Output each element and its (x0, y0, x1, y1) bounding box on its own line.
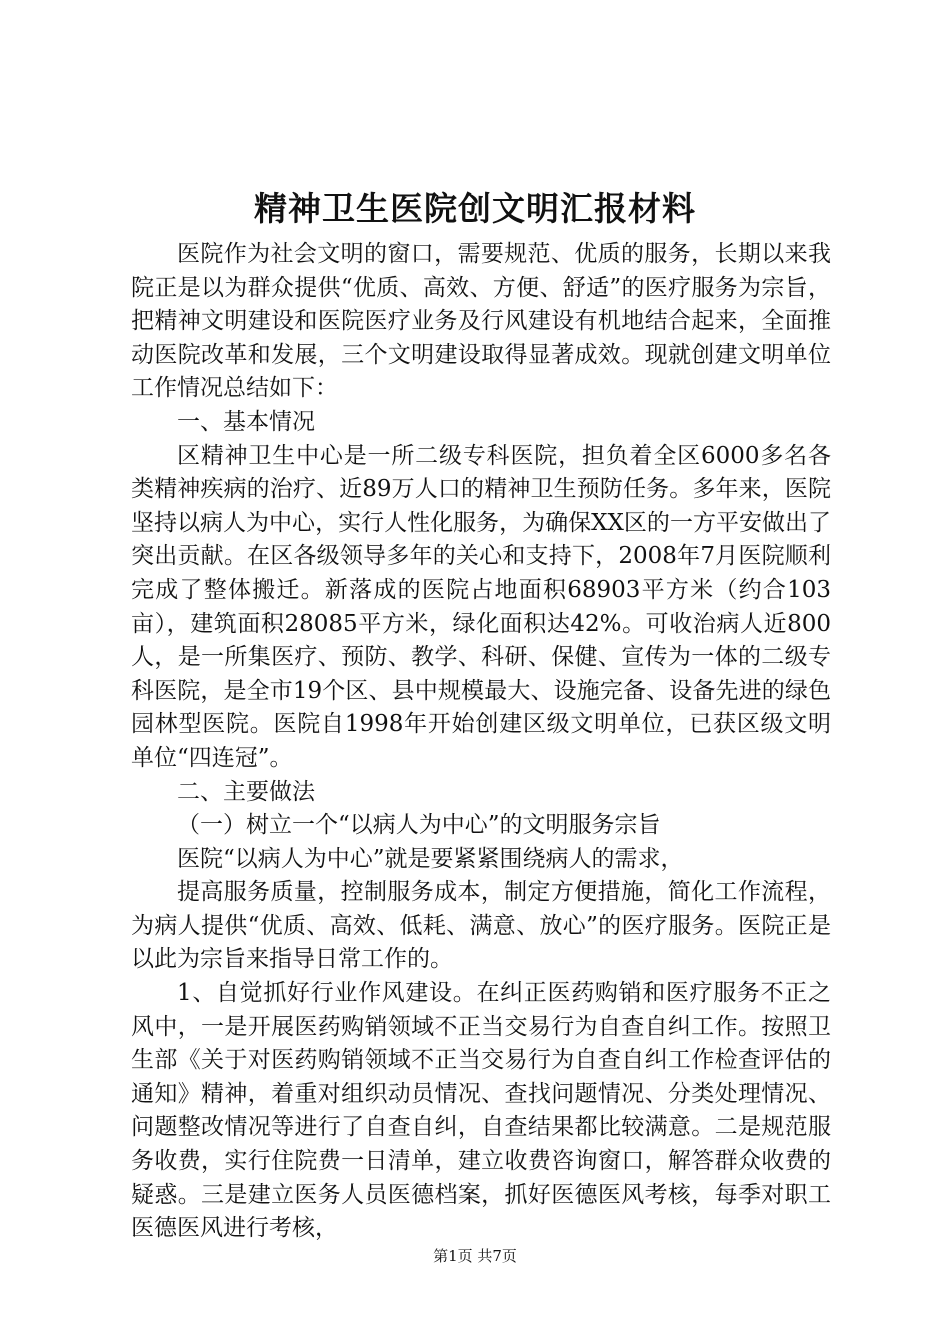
industry-style-paragraph: 1、自觉抓好行业作风建设。在纠正医药购销和医疗服务不正之风中，一是开展医药购销领域不正当交易行为自查自纠工作。按照卫生部《关于对医药购销领域不正当交易行为自查自纠工作检查评估的通知》精神，着重对组织动员情况、查找问题情况、分类处理情况、问题整改情况等进行了自查自纠，自查结果都比较满意。二是规范服务收费，实行住院费一日清单，建立收费咨询窗口，解答群众收费的疑惑。三是建立医务人员医德档案，抓好医德医风考核，每季对职工医德医风进行考核， (131, 980, 831, 1242)
patient-centered-paragraph: 医院“以病人为中心”就是要紧紧围绕病人的需求， (177, 845, 684, 872)
basic-info-paragraph: 区精神卫生中心是一所二级专科医院，担负着全区6000多名各类精神疾病的治疗、近89万人口的精神卫生预防任务。多年来，医院坚持以病人为中心，实行人性化服务，为确保XX区的一方平安做出了突出贡献。在区各级领导多年的关心和支持下，2008年7月医院顺利完成了整体搬迁。新落成的医院占地面积68903平方米（约合103亩），建筑面积28085平方米，绿化面积达42%。可收治病人近800人，是一所集医疗、预防、教学、科研、保健、宣传为一体的二级专科医院，是全市19个区、县中规模最大、设施完备、设备先进的绿色园林型医院。医院自1998年开始创建区级文明单位，已获区级文明单位“四连冠”。 (131, 442, 831, 771)
section-heading-basic: 一、基本情况 (177, 408, 315, 435)
document-title: 精神卫生医院创文明汇报材料 (254, 189, 696, 228)
subsection-heading-1: （一）树立一个“以病人为中心”的文明服务宗旨 (177, 812, 661, 839)
intro-paragraph: 医院作为社会文明的窗口，需要规范、优质的服务，长期以来我院正是以为群众提供“优质、高效、方便、舒适”的医疗服务为宗旨，把精神文明建设和医院医疗业务及行风建设有机地结合起来，全面推动医院改革和发展，三个文明建设取得显著成效。现就创建文明单位工作情况总结如下： (131, 241, 831, 402)
document-body (131, 238, 831, 1246)
page-footer: 第1页 共7页 (433, 1247, 517, 1265)
section-heading-methods: 二、主要做法 (177, 778, 315, 805)
service-quality-paragraph: 提高服务质量，控制服务成本，制定方便措施，简化工作流程，为病人提供“优质、高效、低耗、满意、放心”的医疗服务。医院正是以此为宗旨来指导日常工作的。 (131, 879, 831, 973)
